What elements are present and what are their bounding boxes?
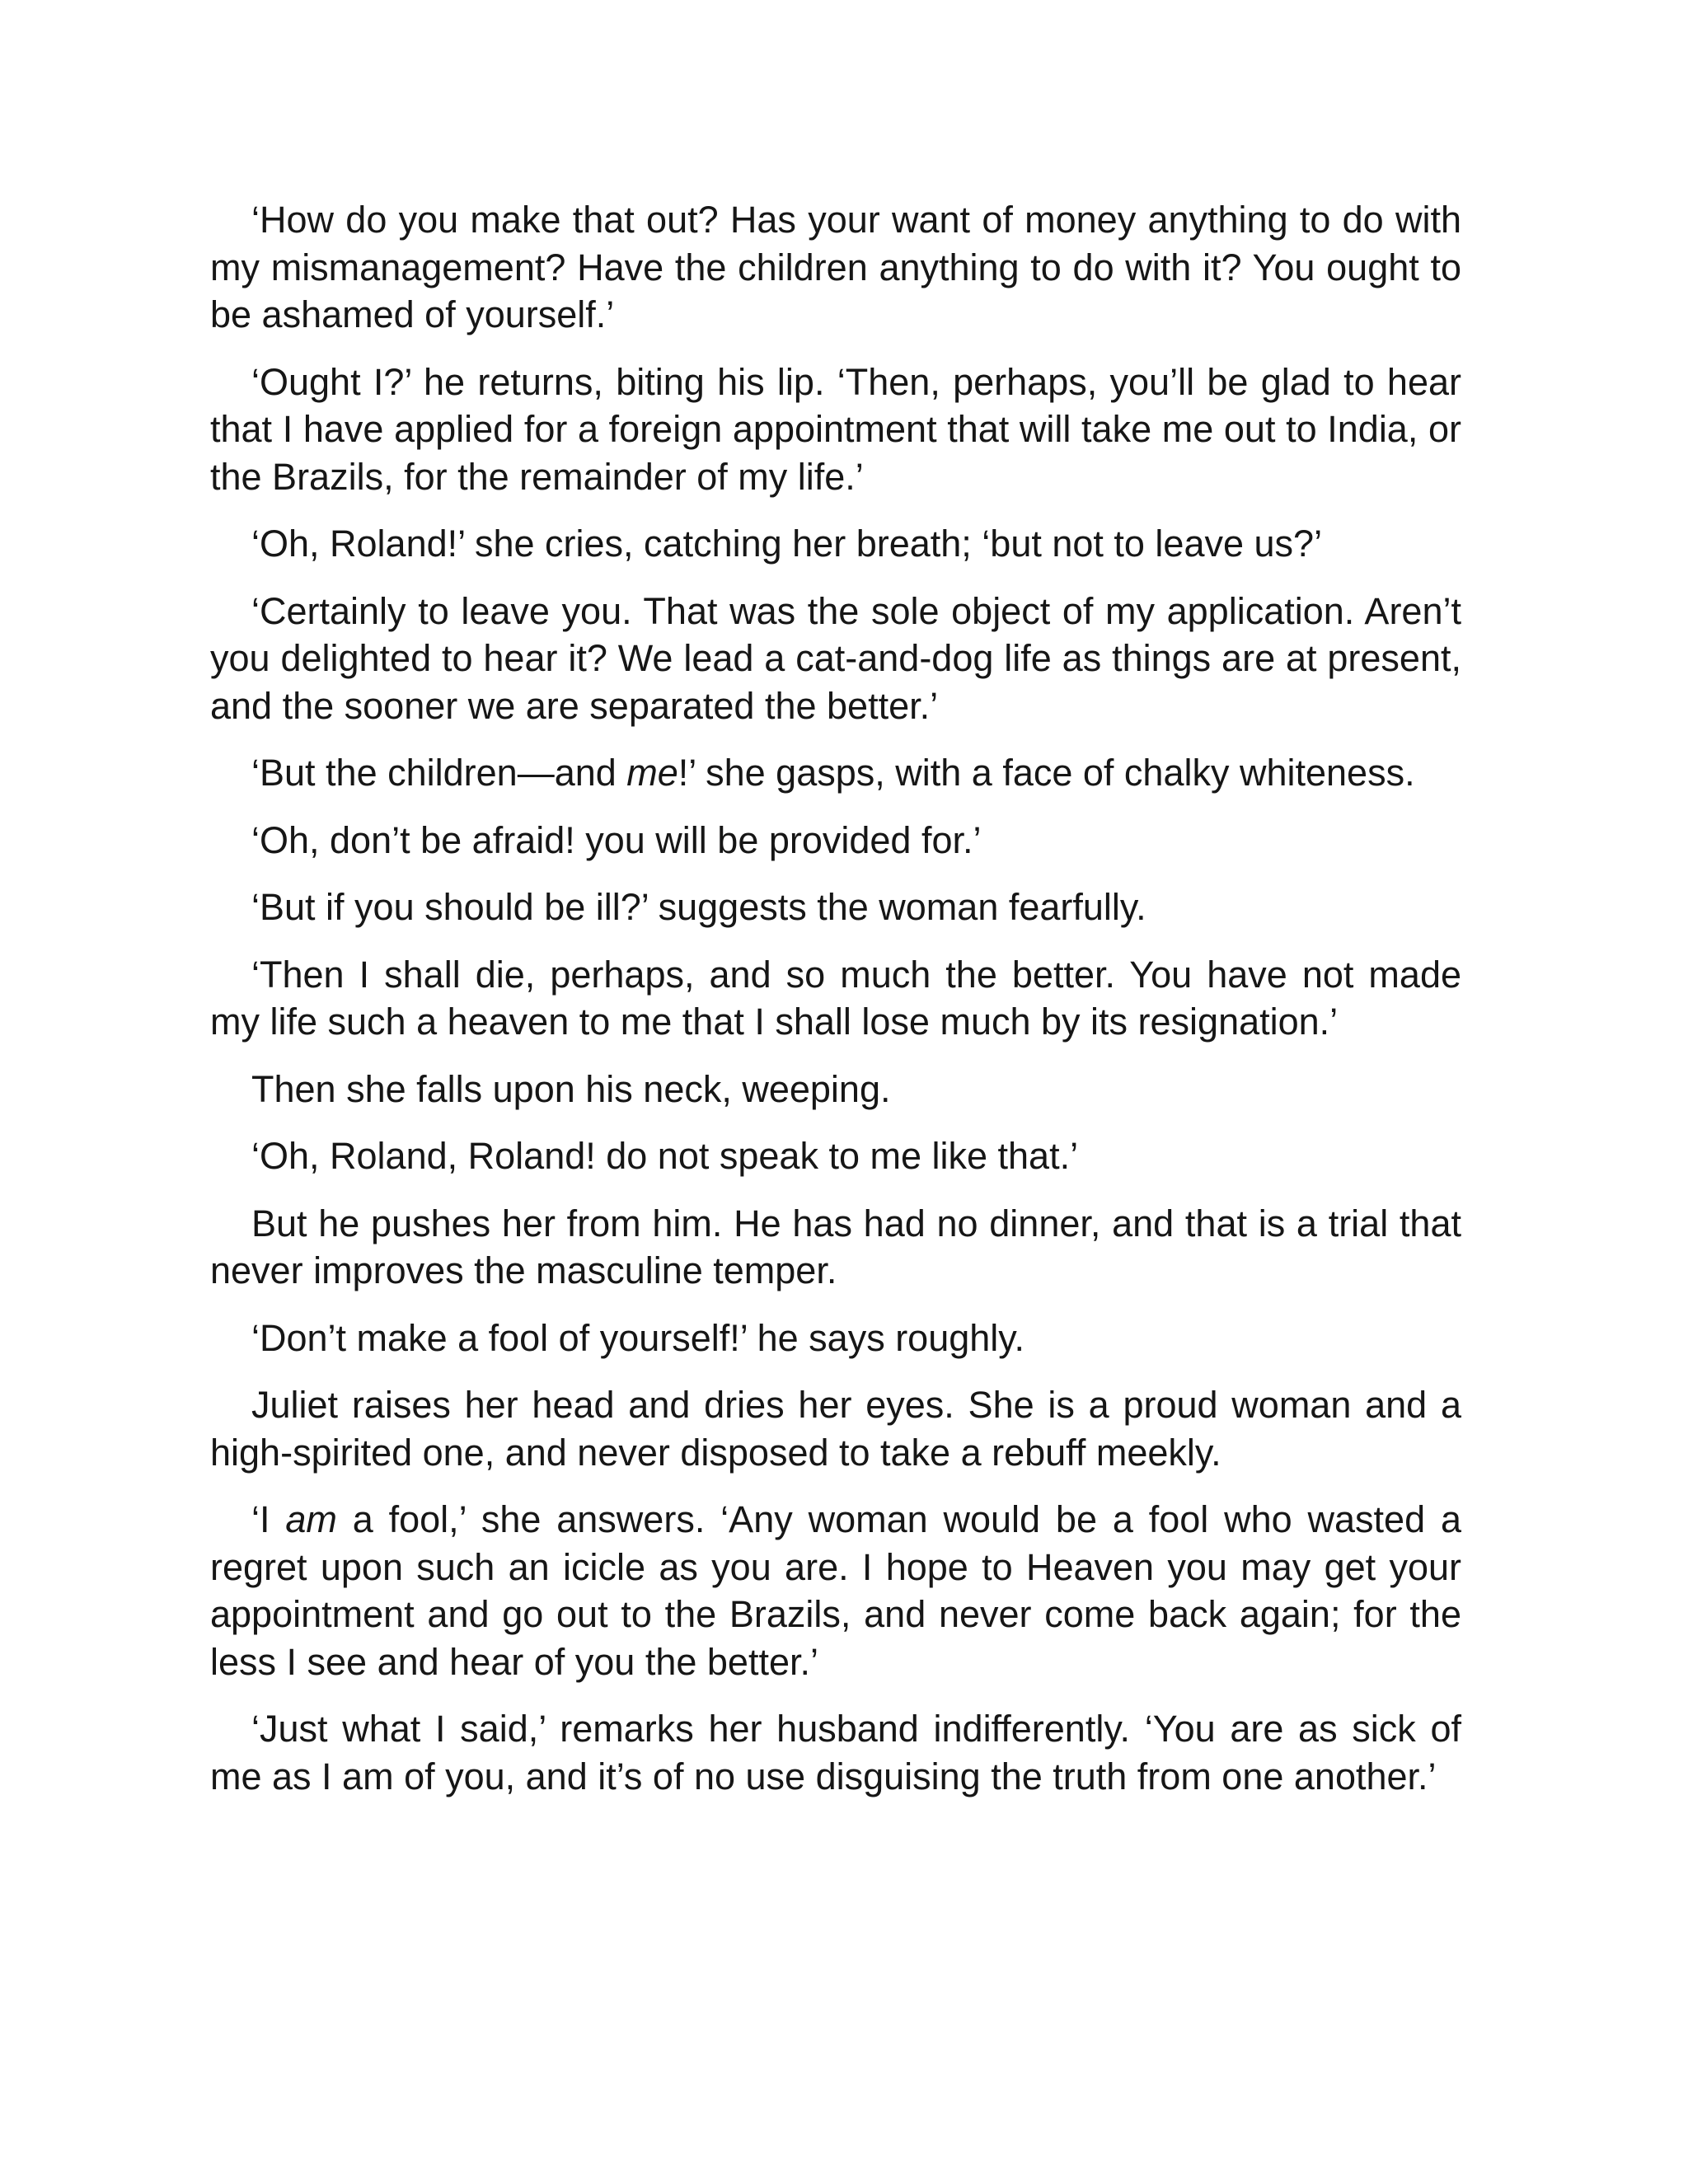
paragraph-11: But he pushes her from him. He has had no dinner, and that is a trial that never improves the masculine temper. <box>210 1202 1461 1291</box>
paragraph-7: ‘But if you should be ill?’ suggests the woman fearfully. <box>251 886 1146 928</box>
page-body <box>210 196 1461 1820</box>
paragraph-5-start: ‘But the children—and <box>251 752 627 794</box>
paragraph-14-start: ‘I <box>251 1498 286 1540</box>
paragraph-15: ‘Just what I said,’ remarks her husband indifferently. ‘You are as sick of me as I am of you, and it’s of no use disguising the truth from one another.’ <box>210 1708 1461 1797</box>
paragraph-14-end: a fool,’ she answers. ‘Any woman would be a fool who wasted a regret upon such an icicle as you are. I hope to Heaven you may get your appointment and go out to the Brazils, and never come back again; for the less I see and hear of you the better.’ <box>210 1498 1461 1683</box>
paragraph-5-emphasis: me <box>626 752 678 794</box>
paragraph-5-end: !’ she gasps, with a face of chalky whiteness. <box>678 752 1415 794</box>
paragraph-13: Juliet raises her head and dries her eyes. She is a proud woman and a high-spirited one, and never disposed to take a rebuff meekly. <box>210 1384 1461 1474</box>
paragraph-4: ‘Certainly to leave you. That was the sole object of my application. Aren’t you delighted to hear it? We lead a cat-and-dog life as things are at present, and the sooner we are separated the better.’ <box>210 589 1461 727</box>
paragraph-5 <box>210 749 1461 797</box>
paragraph-14 <box>210 1496 1461 1685</box>
paragraph-8: ‘Then I shall die, perhaps, and so much the better. You have not made my life such a heaven to me that I shall lose much by its resignation.’ <box>210 953 1461 1043</box>
paragraph-3: ‘Oh, Roland!’ she cries, catching her breath; ‘but not to leave us?’ <box>251 523 1323 565</box>
paragraph-6: ‘Oh, don’t be afraid! you will be provided for.’ <box>251 818 982 861</box>
paragraph-14-emphasis: am <box>285 1498 337 1540</box>
paragraph-10: ‘Oh, Roland, Roland! do not speak to me like that.’ <box>251 1135 1079 1177</box>
paragraph-2: ‘Ought I?’ he returns, biting his lip. ‘Then, perhaps, you’ll be glad to hear that I have applied for a foreign appointment that will take me out to India, or the Brazils, for the remainder of my life.’ <box>210 360 1461 498</box>
paragraph-9: Then she falls upon his neck, weeping. <box>251 1067 891 1110</box>
paragraph-12: ‘Don’t make a fool of yourself!’ he says roughly. <box>251 1316 1025 1359</box>
paragraph-1: ‘How do you make that out? Has your want of money anything to do with my mismanagement? Have the children anything to do with it? You ought to be ashamed of yourself.’ <box>210 199 1461 335</box>
